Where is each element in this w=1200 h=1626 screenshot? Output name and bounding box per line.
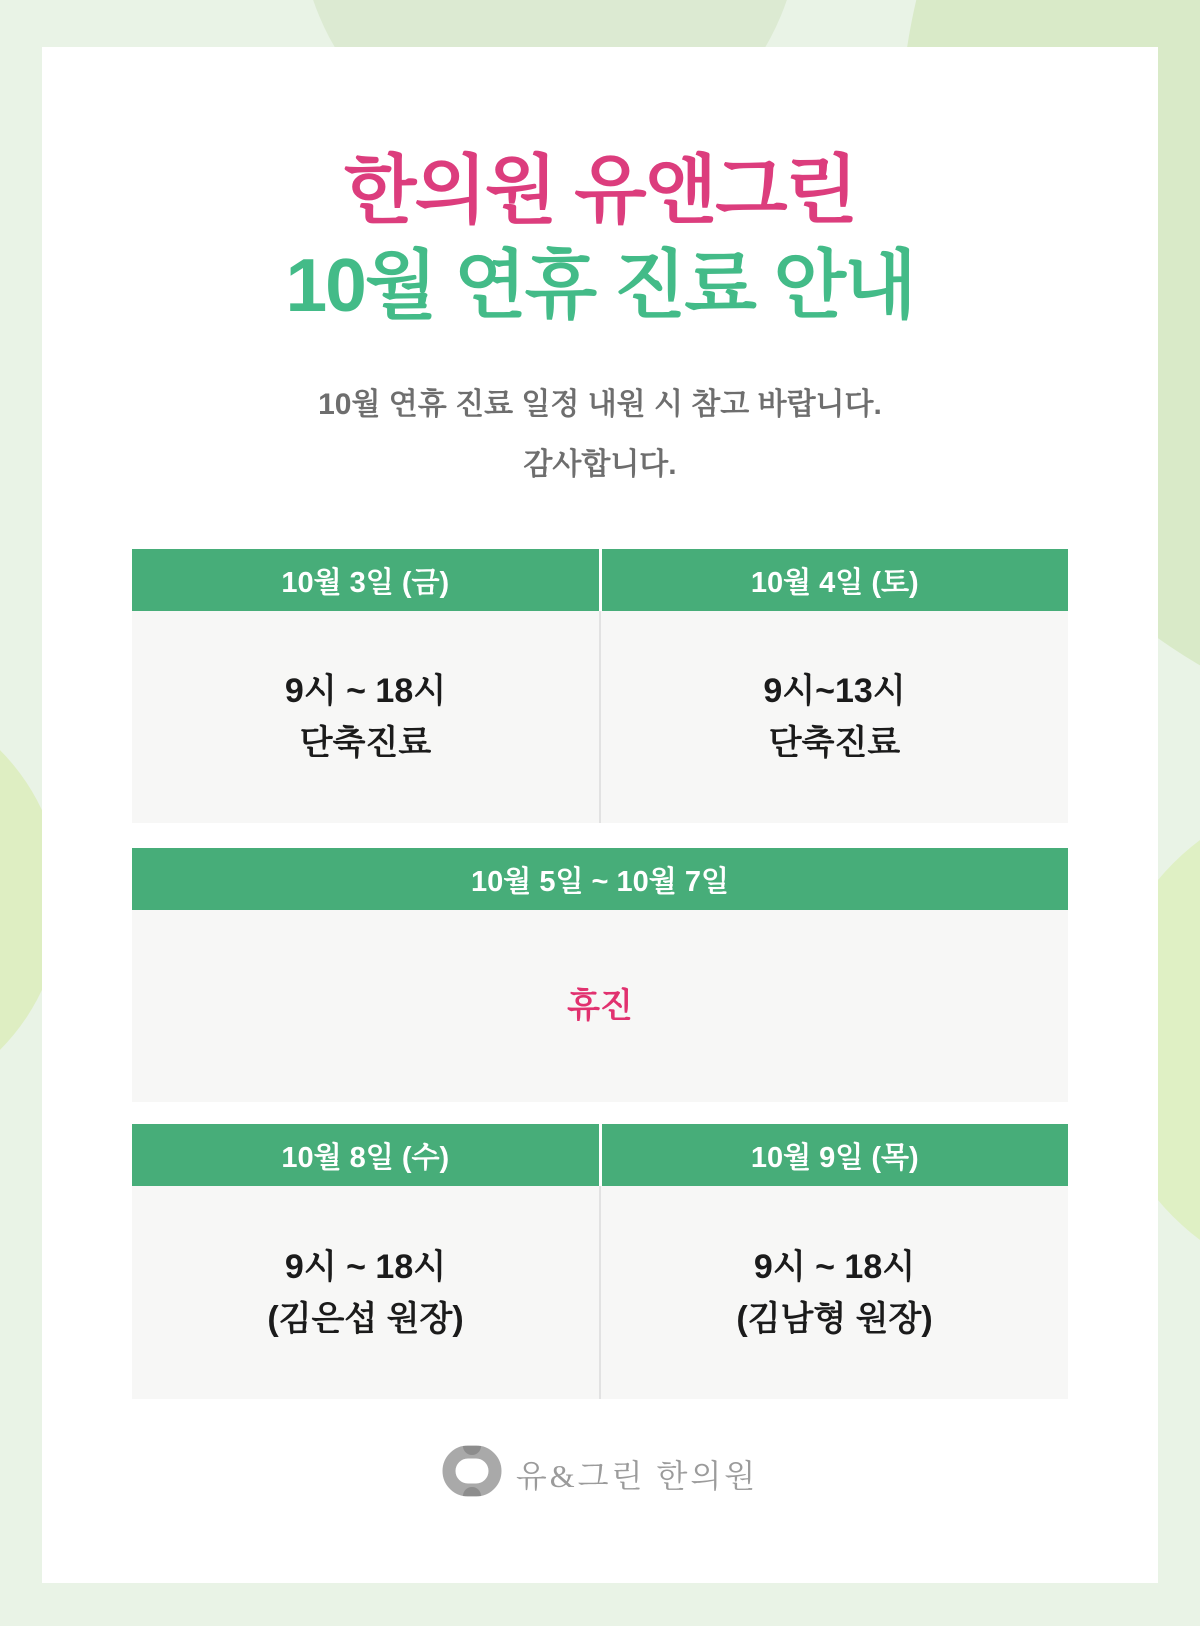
doctor-text: (김남형 원장) bbox=[736, 1299, 933, 1338]
hours-text: 9시 ~ 18시 bbox=[284, 1247, 447, 1286]
poster-card bbox=[42, 47, 1158, 1583]
hours-text: 9시 ~ 18시 bbox=[284, 672, 447, 710]
body-cell-oct4 bbox=[599, 611, 1068, 823]
body-cell-oct3 bbox=[132, 611, 599, 823]
table-header-row bbox=[132, 1124, 1068, 1186]
body-cell-oct9 bbox=[599, 1186, 1068, 1399]
table-header-row bbox=[132, 549, 1068, 611]
poster-title-line1: 한의원 유앤그린 bbox=[344, 148, 856, 232]
table-body-row bbox=[132, 910, 1068, 1102]
clinic-logo bbox=[42, 1445, 1158, 1502]
table-body-row bbox=[132, 611, 1068, 823]
header-cell-oct9: 10월 9일 (목) bbox=[599, 1124, 1069, 1186]
intro-line1: 10월 연휴 진료 일정 내원 시 참고 바랍니다. bbox=[318, 388, 882, 421]
intro-line2: 감사합니다. bbox=[523, 448, 677, 481]
body-cell-oct8 bbox=[132, 1186, 599, 1399]
ring-logo-icon bbox=[442, 1445, 502, 1502]
doctor-text: (김은섭 원장) bbox=[267, 1299, 464, 1338]
hours-text: 9시~13시 bbox=[763, 672, 906, 710]
header-cell-oct8: 10월 8일 (수) bbox=[132, 1124, 599, 1186]
schedule-table-oct3-oct4 bbox=[132, 549, 1068, 823]
service-text: 단축진료 bbox=[299, 724, 432, 762]
clinic-name-text: 유&그린 한의원 bbox=[515, 1457, 759, 1494]
header-cell-oct5-7: 10월 5일 ~ 10월 7일 bbox=[132, 848, 1068, 910]
body-cell-oct5-7 bbox=[132, 910, 1068, 1102]
poster-title-line2: 10월 연휴 진료 안내 bbox=[285, 243, 915, 327]
schedule-table-oct5-oct7 bbox=[132, 848, 1068, 1102]
schedule-tables bbox=[132, 549, 1068, 1399]
hours-text: 9시 ~ 18시 bbox=[753, 1247, 916, 1286]
intro-text bbox=[42, 375, 1158, 495]
schedule-table-oct8-oct9 bbox=[132, 1124, 1068, 1399]
table-header-row bbox=[132, 848, 1068, 910]
table-body-row bbox=[132, 1186, 1068, 1399]
closed-status-text: 휴진 bbox=[567, 987, 633, 1025]
header-cell-oct3: 10월 3일 (금) bbox=[132, 549, 599, 611]
service-text: 단축진료 bbox=[768, 724, 901, 762]
header-cell-oct4: 10월 4일 (토) bbox=[599, 549, 1069, 611]
